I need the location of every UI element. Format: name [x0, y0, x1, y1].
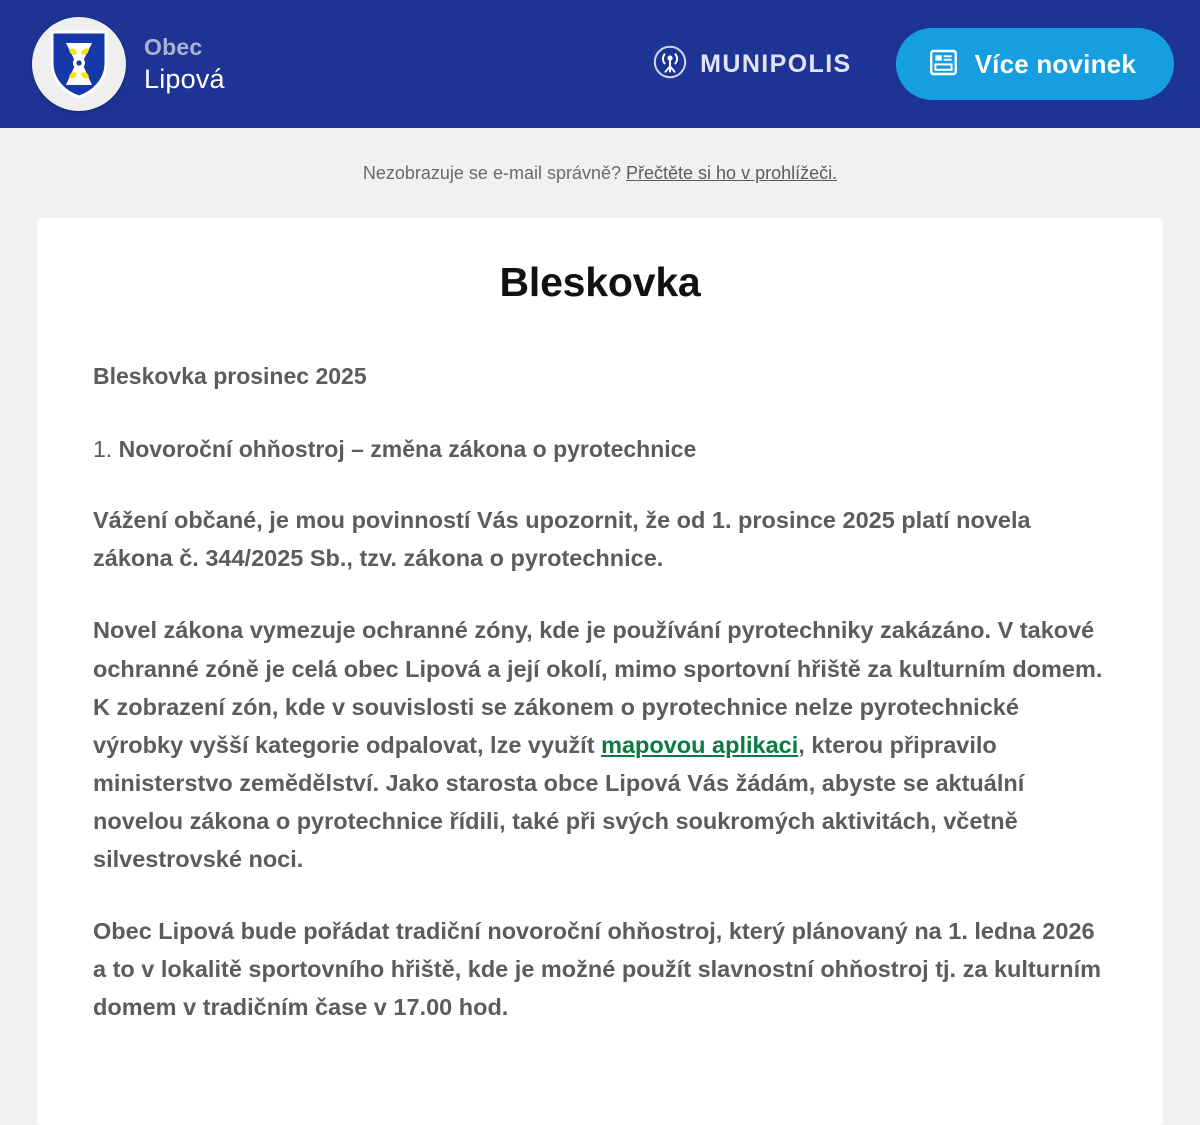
broadcast-icon: [653, 45, 687, 84]
view-in-browser-link[interactable]: Přečtěte si ho v prohlížeči.: [626, 162, 838, 183]
village-coat-of-arms-icon: [32, 17, 126, 111]
more-news-button[interactable]: [896, 28, 1174, 100]
newspaper-icon: [928, 47, 959, 81]
brand-block[interactable]: [32, 17, 225, 111]
email-content-card: [37, 218, 1163, 1125]
browser-notice-text: [363, 163, 837, 184]
map-application-link[interactable]: mapovou aplikaci: [601, 731, 799, 758]
munipolis-wordmark: MUNIPOLIS: [700, 49, 852, 78]
brand-prefix: Obec: [144, 33, 203, 60]
munipolis-logo[interactable]: [653, 45, 852, 84]
brand-text: [144, 33, 225, 94]
brand-name: Lipová: [144, 63, 225, 94]
more-news-label: Více novinek: [974, 48, 1136, 79]
issue-label: Bleskovka prosinec 2025: [93, 363, 367, 389]
section-heading: [93, 433, 1107, 466]
paragraph-1: Vážení občané, je mou povinností Vás upozornit, že od 1. prosince 2025 platí novela zákona č. 344/2025 Sb., tzv. zákona o pyrotechnice.: [93, 507, 1031, 572]
paragraph-2-after-link: , kterou připravilo ministerstvo zemědělství. Jako starosta obce Lipová Vás žádám, abyste se aktuální novelou zákona o pyrotechnice řídili, také při svých soukromých aktivitách, včetně silvestrovské noci.: [93, 731, 1025, 872]
paragraph-2-before-link: Novel zákona vymezuje ochranné zóny, kde je používání pyrotechniky zakázáno. V takové ochranné zóně je celá obec Lipová a její okolí, mimo sportovní hřiště za kulturním domem. K zobrazení zón, kde v souvislosti se zákonem o pyrotechnice nelze pyrotechnické výrobky vyšší kategorie odpalovat, lze využít: [93, 617, 1103, 758]
header-right-group: [653, 28, 1174, 100]
paragraph-3: Obec Lipová bude pořádat tradiční novoroční ohňostroj, který plánovaný na 1. ledna 2026 a to v lokalitě sportovního hřiště, kde je možné použít slavnostní ohňostroj tj. za kulturním domem v tradičním čase v 17.00 hod.: [93, 917, 1102, 1020]
browser-notice-bar: [0, 128, 1200, 218]
page-title: Bleskovka: [499, 259, 701, 305]
paragraph-2: [93, 611, 1107, 877]
section-title: Novoroční ohňostroj – změna zákona o pyrotechnice: [118, 435, 697, 462]
browser-notice-question: Nezobrazuje se e-mail správně?: [362, 162, 627, 183]
section-number: 1.: [93, 435, 119, 462]
page-header: [0, 0, 1200, 128]
